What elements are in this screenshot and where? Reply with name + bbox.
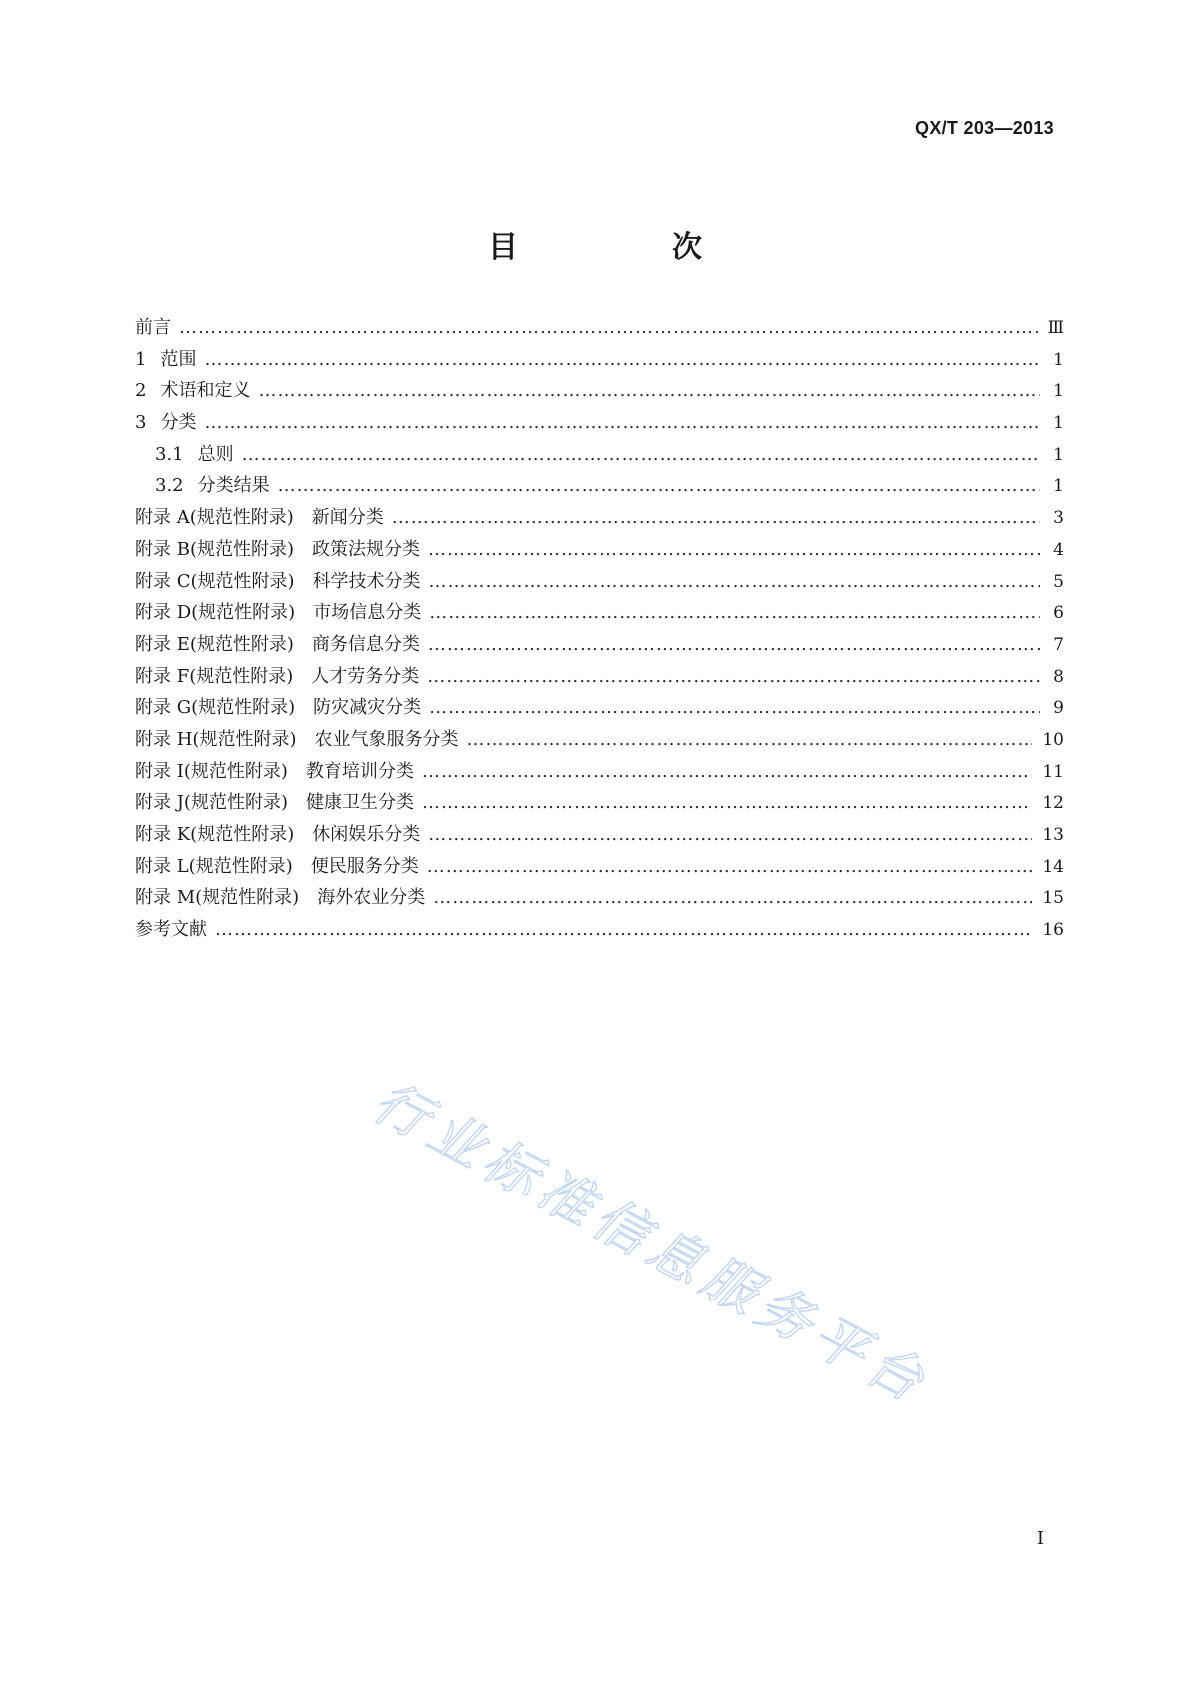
toc-entry-label xyxy=(135,661,427,693)
toc-entry-label xyxy=(135,882,433,914)
toc-entry-label xyxy=(135,375,258,407)
toc-entry-text: 附录 E(规范性附录) 商务信息分类 xyxy=(135,633,420,655)
toc-entry-text: 附录 B(规范性附录) 政策法规分类 xyxy=(135,538,420,560)
toc-entry[interactable] xyxy=(135,692,1064,724)
toc-entry-page: 5 xyxy=(1053,571,1064,592)
toc-leader-dots xyxy=(215,914,1032,946)
toc-entry[interactable] xyxy=(135,756,1064,788)
toc-entry-page: Ⅲ xyxy=(1047,318,1064,338)
toc-entry-label xyxy=(135,312,179,344)
toc-entry-label xyxy=(135,787,422,819)
toc-entry-page: 7 xyxy=(1053,634,1064,655)
toc-entry-text: 附录 C(规范性附录) 科学技术分类 xyxy=(135,570,421,592)
toc-entry-label xyxy=(135,914,215,946)
toc-entry-text: 附录 L(规范性附录) 便民服务分类 xyxy=(135,855,419,877)
toc-entry-text: 附录 D(规范性附录) 市场信息分类 xyxy=(135,602,422,624)
toc-entry-number: 3 xyxy=(135,412,147,434)
toc-entry-text: 附录 F(规范性附录) 人才劳务分类 xyxy=(135,665,420,687)
toc-entry-label xyxy=(135,597,429,629)
toc-entry-label xyxy=(135,407,204,439)
toc-entry[interactable] xyxy=(135,724,1064,756)
toc-entry[interactable] xyxy=(135,661,1064,693)
toc-entry-page: 1 xyxy=(1053,381,1064,402)
toc-entry-number: 3.2 xyxy=(155,475,184,497)
toc-entry-page: 12 xyxy=(1042,793,1064,814)
toc-entry-page: 13 xyxy=(1042,825,1064,845)
toc-entry-text: 总则 xyxy=(197,443,234,465)
toc-entry-text: 范围 xyxy=(160,348,197,370)
toc-leader-dots xyxy=(204,344,1040,376)
toc-entry-page: 8 xyxy=(1053,666,1064,687)
toc-entry-label xyxy=(155,439,242,471)
toc-entry[interactable] xyxy=(135,534,1064,566)
toc-entry-text: 附录 H(规范性附录) 农业气象服务分类 xyxy=(135,728,459,750)
toc-entry[interactable] xyxy=(135,312,1064,344)
toc-leader-dots xyxy=(428,534,1040,566)
toc-leader-dots xyxy=(392,502,1040,534)
toc-leader-dots xyxy=(429,692,1040,724)
standard-code: QX/T 203—2013 xyxy=(915,118,1054,138)
toc-leader-dots xyxy=(429,597,1040,629)
toc-entry-text: 术语和定义 xyxy=(160,380,251,402)
watermark: 行业标准信息服务平台 xyxy=(363,1069,941,1417)
toc-leader-dots xyxy=(466,724,1032,756)
toc-entry-page: 16 xyxy=(1042,920,1064,941)
page-number: I xyxy=(1036,1528,1044,1549)
toc-entry[interactable] xyxy=(135,851,1064,883)
toc-leader-dots xyxy=(427,851,1033,883)
toc-entry-label xyxy=(135,692,429,724)
toc-entry-page: 1 xyxy=(1053,476,1064,497)
page-title: 目 次 xyxy=(488,230,764,265)
toc-leader-dots xyxy=(179,312,1038,344)
toc-entry-label xyxy=(135,566,429,598)
toc-entry[interactable] xyxy=(135,375,1064,407)
toc-leader-dots xyxy=(427,661,1040,693)
toc-entry-text: 附录 M(规范性附录) 海外农业分类 xyxy=(135,887,426,909)
toc-entry-page: 1 xyxy=(1053,444,1064,465)
toc-entry-text: 前言 xyxy=(135,317,171,338)
toc-entry-text: 附录 J(规范性附录) 健康卫生分类 xyxy=(135,792,414,814)
toc-entry[interactable] xyxy=(135,502,1064,534)
toc-entry[interactable] xyxy=(135,566,1064,598)
toc-entry-text: 附录 G(规范性附录) 防灾减灾分类 xyxy=(135,697,422,719)
toc-entry-number: 3.1 xyxy=(155,443,184,465)
toc-entry-text: 分类结果 xyxy=(197,475,270,497)
toc-leader-dots xyxy=(428,819,1032,851)
toc-entry-page: 1 xyxy=(1053,349,1064,370)
toc-entry[interactable] xyxy=(135,407,1064,439)
toc-entry-label xyxy=(135,534,428,566)
toc-leader-dots xyxy=(422,756,1032,788)
toc-entry[interactable] xyxy=(135,629,1064,661)
toc-entry-number: 1 xyxy=(135,348,147,370)
toc-entry[interactable] xyxy=(135,344,1064,376)
toc-leader-dots xyxy=(422,787,1032,819)
toc-leader-dots xyxy=(258,375,1040,407)
toc-entry-page: 14 xyxy=(1042,856,1064,877)
toc-entry[interactable] xyxy=(135,787,1064,819)
toc-entry-number: 2 xyxy=(135,380,147,402)
toc-entry-page: 6 xyxy=(1053,603,1064,624)
toc-entry[interactable] xyxy=(135,597,1064,629)
toc-entry-text: 附录 A(规范性附录) 新闻分类 xyxy=(135,507,384,529)
toc-leader-dots xyxy=(433,882,1032,914)
toc-entry[interactable] xyxy=(135,882,1064,914)
toc-entry-page: 11 xyxy=(1042,761,1064,782)
toc-leader-dots xyxy=(429,566,1040,598)
toc-entry[interactable] xyxy=(135,470,1064,502)
toc-entry-page: 4 xyxy=(1053,539,1064,560)
toc-entry-label xyxy=(135,502,392,534)
toc-entry-page: 1 xyxy=(1053,413,1064,434)
toc-leader-dots xyxy=(242,439,1040,471)
toc-leader-dots xyxy=(428,629,1040,661)
toc-entry-label xyxy=(135,724,466,756)
toc-entry-text: 附录 K(规范性附录) 休闲娱乐分类 xyxy=(135,824,421,845)
toc-entry-page: 15 xyxy=(1042,888,1064,909)
toc-entry-page: 10 xyxy=(1042,729,1064,750)
toc-entry-label xyxy=(135,819,428,851)
toc-entry-page: 9 xyxy=(1053,698,1064,719)
toc-entry-label xyxy=(135,344,204,376)
toc-leader-dots xyxy=(278,470,1040,502)
toc-entry-label xyxy=(135,629,428,661)
table-of-contents xyxy=(135,312,1064,946)
toc-entry-label xyxy=(155,470,278,502)
toc-entry[interactable] xyxy=(135,439,1064,471)
toc-leader-dots xyxy=(204,407,1040,439)
toc-entry-text: 附录 I(规范性附录) 教育培训分类 xyxy=(135,760,414,782)
toc-entry[interactable] xyxy=(135,914,1064,946)
toc-entry[interactable] xyxy=(135,819,1064,851)
toc-entry-text: 参考文献 xyxy=(135,919,207,941)
toc-entry-page: 3 xyxy=(1053,508,1064,529)
toc-entry-label xyxy=(135,756,422,788)
toc-entry-label xyxy=(135,851,427,883)
toc-entry-text: 分类 xyxy=(160,412,197,434)
